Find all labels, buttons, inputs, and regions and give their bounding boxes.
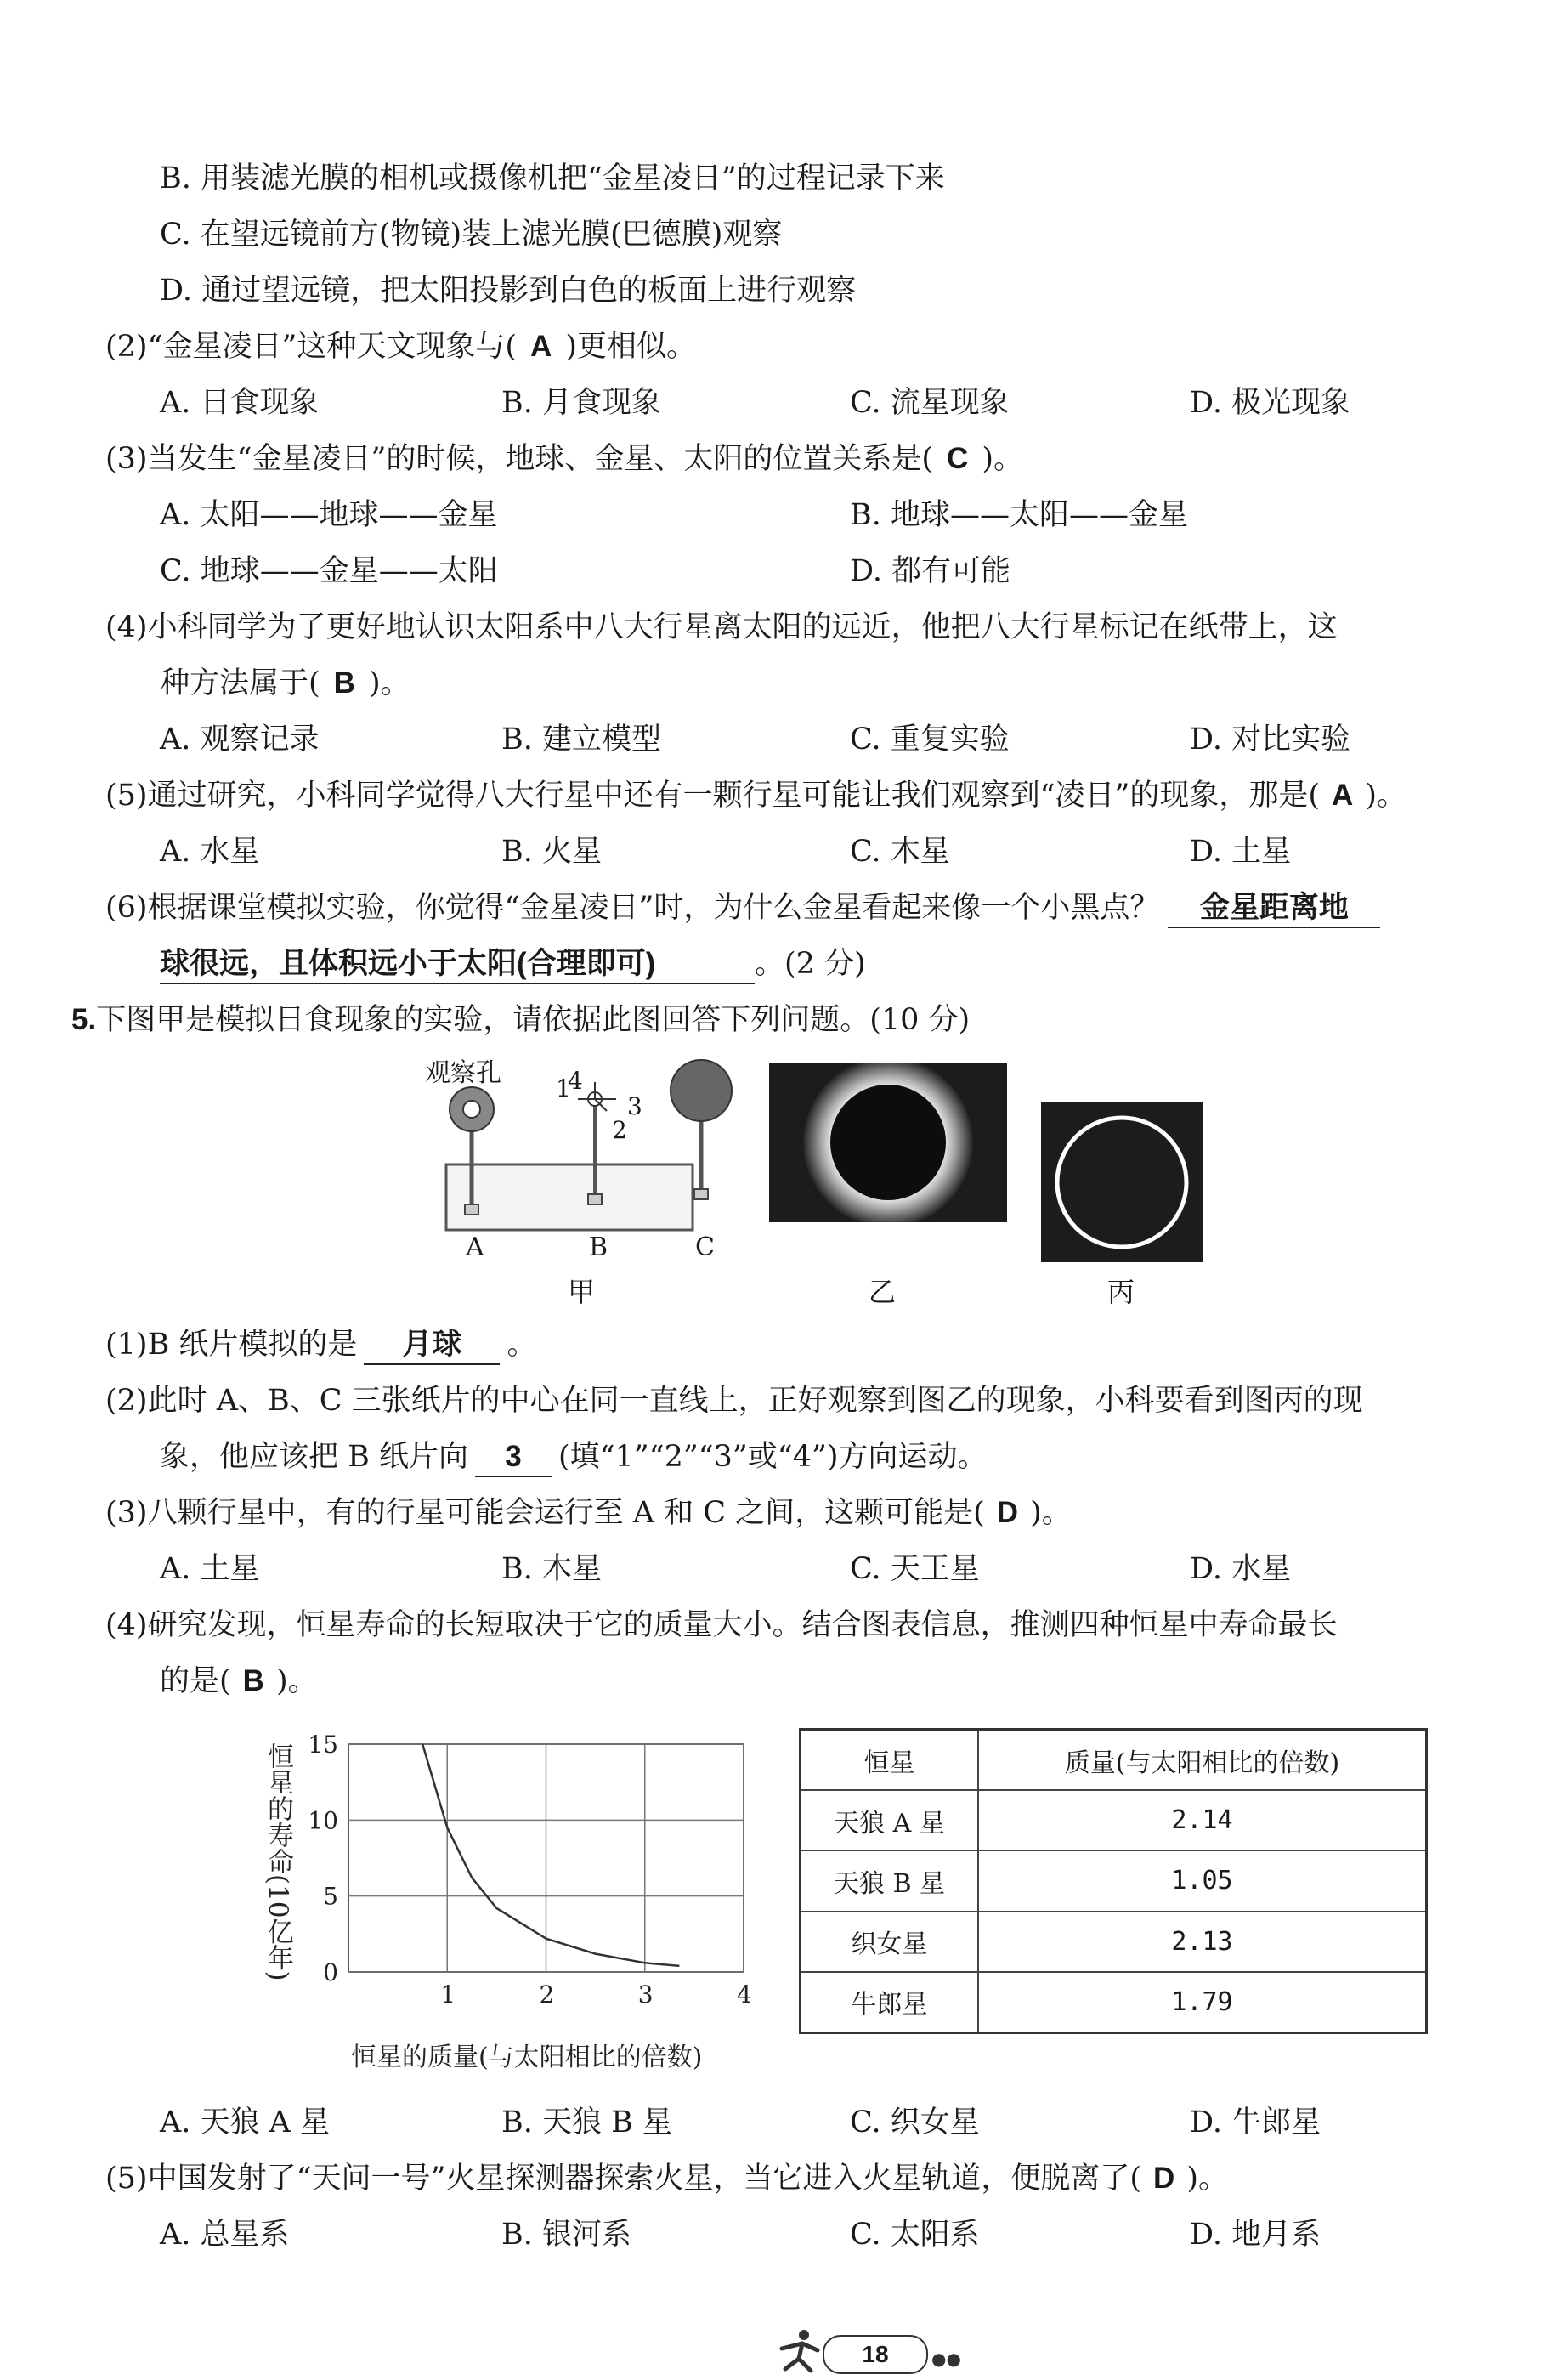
dir-3: 3 xyxy=(627,1092,642,1120)
caption-bing: 丙 xyxy=(1107,1276,1135,1308)
eclipsed-sun xyxy=(830,1085,946,1200)
q5-stem: 5.下图甲是模拟日食现象的实验，请依据此图回答下列问题。(10 分) xyxy=(71,1003,971,1037)
q5-sub3-opt-a: A. 土星 xyxy=(160,1552,260,1586)
card-c xyxy=(671,1060,732,1121)
header-mass: 质量(与太阳相比的倍数) xyxy=(978,1730,1427,1791)
q5-sub5-opt-c: C. 太阳系 xyxy=(850,2218,980,2252)
table-row: 天狼 B 星 1.05 xyxy=(801,1850,1427,1911)
q5-sub3: (3)八颗行星中，有的行星可能会运行至 A 和 C 之间，这颗可能是( D )。 xyxy=(105,1496,1072,1530)
q4-option-d: D. 通过望远镜，把太阳投影到白色的板面上进行观察 xyxy=(160,274,857,308)
answer-blank: 金星距离地 xyxy=(1168,889,1380,928)
q4-sub4-line2: 种方法属于( B )。 xyxy=(160,666,410,700)
y-tick-label: 10 xyxy=(308,1806,338,1835)
card-b-label: B xyxy=(589,1232,608,1262)
dir-4: 4 xyxy=(568,1067,583,1095)
x-axis-label: 恒星的质量(与太阳相比的倍数) xyxy=(351,2043,703,2072)
card-a-label: A xyxy=(466,1232,484,1262)
table-row: 牛郎星 1.79 xyxy=(801,1972,1427,2033)
x-tick-label: 3 xyxy=(637,1980,654,2009)
y-tick-label: 0 xyxy=(323,1958,338,1986)
q4-sub3-opt-b: B. 地球——太阳——金星 xyxy=(850,498,1188,532)
q4-sub2-opt-c: C. 流星现象 xyxy=(850,386,1010,420)
q5-sub3-opt-b: B. 木星 xyxy=(501,1552,602,1586)
answer: A xyxy=(530,330,552,363)
answer: A xyxy=(1332,779,1354,812)
q5-sub4-opt-a: A. 天狼 A 星 xyxy=(160,2105,331,2139)
answer-blank: 3 xyxy=(475,1438,552,1477)
q4-sub3-opt-c: C. 地球——金星——太阳 xyxy=(160,554,498,588)
q4-sub5: (5)通过研究，小科同学觉得八大行星中还有一颗行星可能让我们观察到“凌日”的现象，那是( A )。 xyxy=(105,779,1406,813)
q5-sub4-line1: (4)研究发现，恒星寿命的长短取决于它的质量大小。结合图表信息，推测四种恒星中寿命最长 xyxy=(105,1608,1338,1642)
figure-bing xyxy=(1041,1102,1203,1262)
answer: C xyxy=(947,442,969,475)
lifespan-curve xyxy=(422,1744,679,1966)
answer-blank: 球很远，且体积远小于太阳(合理即可) xyxy=(160,945,755,984)
q4-sub3-opt-a: A. 太阳——地球——金星 xyxy=(160,498,498,532)
q5-sub5-opt-b: B. 银河系 xyxy=(501,2218,631,2252)
table-header xyxy=(801,1730,1427,1791)
star-mass-table xyxy=(799,1728,1428,2034)
q4-sub6-line2: 球很远，且体积远小于太阳(合理即可) 。(2 分) xyxy=(160,945,866,984)
table-row: 天狼 A 星 2.14 xyxy=(801,1790,1427,1850)
q4-sub4-opt-b: B. 建立模型 xyxy=(501,722,661,756)
y-tick-label: 5 xyxy=(323,1882,338,1911)
q4-sub2-opt-b: B. 月食现象 xyxy=(501,386,661,420)
answer-blank: 月球 xyxy=(364,1326,500,1365)
answer: D xyxy=(1153,2162,1175,2195)
q5-sub4-line2: 的是( B )。 xyxy=(160,1664,318,1698)
q5-sub4-opt-c: C. 织女星 xyxy=(850,2105,980,2139)
q5-sub5-opt-a: A. 总星系 xyxy=(160,2218,290,2252)
y-tick-label: 15 xyxy=(308,1731,338,1759)
q5-sub3-opt-c: C. 天王星 xyxy=(850,1552,980,1586)
q5-sub4-opt-b: B. 天狼 B 星 xyxy=(501,2105,672,2139)
q4-sub6-line1: (6)根据课堂模拟实验，你觉得“金星凌日”时，为什么金星看起来像一个小黑点？ 金星距离地 xyxy=(105,889,1380,928)
q4-sub5-opt-a: A. 水星 xyxy=(160,835,260,869)
card-c-label: C xyxy=(695,1232,715,1262)
q4-sub4-opt-c: C. 重复实验 xyxy=(850,722,1010,756)
header-star: 恒星 xyxy=(801,1730,979,1791)
answer: B xyxy=(333,666,355,700)
dir-2: 2 xyxy=(612,1116,627,1144)
answer: B xyxy=(242,1664,264,1697)
q4-sub3-opt-d: D. 都有可能 xyxy=(850,554,1011,588)
answer: D xyxy=(996,1496,1019,1529)
table-row: 织女星 2.13 xyxy=(801,1912,1427,1972)
page-dots: ●● xyxy=(931,2349,961,2369)
caption-yi: 乙 xyxy=(869,1276,897,1308)
q4-sub3: (3)当发生“金星凌日”的时候，地球、金星、太阳的位置关系是( C )。 xyxy=(105,442,1023,476)
q4-option-b: B. 用装滤光膜的相机或摄像机把“金星凌日”的过程记录下来 xyxy=(160,162,945,196)
x-tick-label: 4 xyxy=(737,1980,752,2009)
y-axis-label: 恒星的寿命(10亿年) xyxy=(263,1742,293,1981)
base-board xyxy=(446,1164,693,1230)
q4-sub4-opt-a: A. 观察记录 xyxy=(160,722,320,756)
lifespan-chart xyxy=(242,1726,786,2074)
q5-sub2-line1: (2)此时 A、B、C 三张纸片的中心在同一直线上，正好观察到图乙的现象，小科要看到图丙的现 xyxy=(105,1384,1363,1418)
q5-sub1: (1)B 纸片模拟的是 月球 。 xyxy=(105,1326,536,1365)
q4-sub5-opt-b: B. 火星 xyxy=(501,835,602,869)
q4-sub5-opt-c: C. 木星 xyxy=(850,835,950,869)
observation-hole-label: 观察孔 xyxy=(425,1058,501,1088)
q4-sub4-opt-d: D. 对比实验 xyxy=(1190,722,1351,756)
runner-logo-icon xyxy=(773,2325,824,2376)
observation-hole xyxy=(463,1101,480,1118)
dir-1: 1 xyxy=(556,1074,571,1102)
q4-sub2-opt-a: A. 日食现象 xyxy=(160,386,320,420)
q5-sub4-opt-d: D. 牛郎星 xyxy=(1190,2105,1321,2139)
x-tick-label: 2 xyxy=(539,1980,555,2009)
x-tick-label: 1 xyxy=(440,1980,456,2009)
q5-sub5-opt-d: D. 地月系 xyxy=(1190,2218,1321,2252)
q4-sub5-opt-d: D. 土星 xyxy=(1190,835,1292,869)
figure-yi xyxy=(769,1062,1007,1222)
q4-sub4-line1: (4)小科同学为了更好地认识太阳系中八大行星离太阳的远近，他把八大行星标记在纸带上，这 xyxy=(105,610,1338,644)
q5-sub5: (5)中国发射了“天问一号”火星探测器探索火星，当它进入火星轨道，便脱离了( D )。 xyxy=(105,2162,1228,2196)
q5-sub2-line2: 象，他应该把 B 纸片向 3 (填“1”“2”“3”或“4”)方向运动。 xyxy=(160,1438,988,1477)
q4-option-c: C. 在望远镜前方(物镜)装上滤光膜(巴德膜)观察 xyxy=(160,218,783,252)
caption-jia: 甲 xyxy=(568,1276,596,1308)
page-number: 18 xyxy=(823,2335,928,2374)
q4-sub2-opt-d: D. 极光现象 xyxy=(1190,386,1351,420)
q4-sub2: (2)“金星凌日”这种天文现象与( A )更相似。 xyxy=(105,330,696,364)
q5-sub3-opt-d: D. 水星 xyxy=(1190,1552,1292,1586)
